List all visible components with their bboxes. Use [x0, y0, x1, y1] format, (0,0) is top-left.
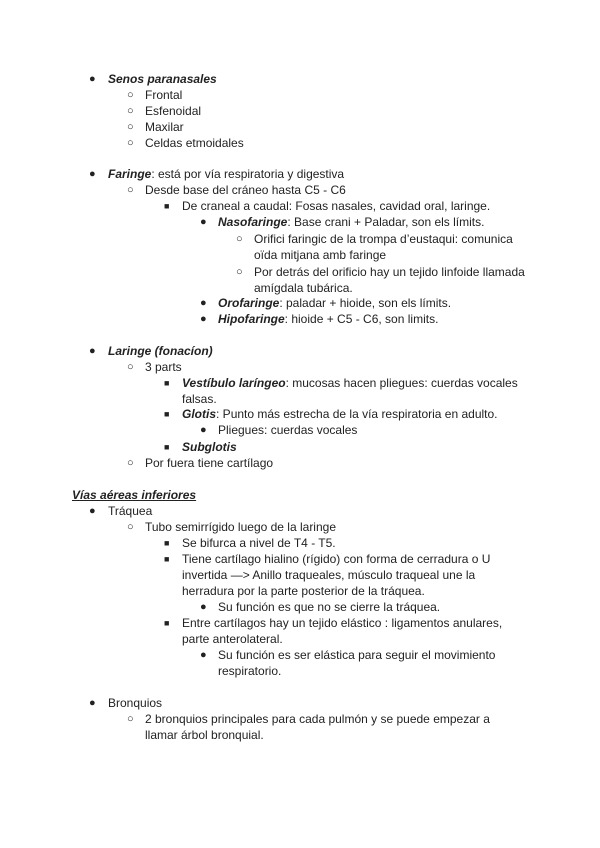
list-item: De craneal a caudal: Fosas nasales, cavidad oral, laringe.	[182, 199, 491, 213]
bullet-disc: ●	[200, 649, 207, 661]
bullet-circle: ○	[127, 137, 134, 149]
bullet-disc: ●	[89, 505, 96, 517]
list-item: Entre cartílagos hay un tejido elástico : ligamentos anulares,	[182, 616, 503, 630]
bullet-square: ■	[164, 442, 170, 452]
vestibulo-desc: : mucosas hacen pliegues: cuerdas vocales	[285, 376, 518, 390]
list-item: Esfenoidal	[145, 104, 202, 118]
bullet-circle: ○	[127, 89, 134, 101]
bullet-square: ■	[164, 538, 170, 548]
bullet-circle: ○	[127, 361, 134, 373]
nasofaringe-line	[218, 214, 484, 230]
bullet-square: ■	[164, 409, 170, 419]
bronquios-title: Bronquios	[108, 696, 163, 710]
list-item-cont: parte anterolateral.	[182, 632, 283, 646]
glotis-line	[182, 406, 498, 422]
laringe-title: Laringe (fonacíon)	[108, 344, 213, 358]
bullet-circle: ○	[127, 105, 134, 117]
list-item-cont: llamar árbol bronquial.	[145, 728, 264, 742]
list-item: 3 parts	[145, 360, 182, 374]
senos-title: Senos paranasales	[108, 72, 217, 86]
list-item: 2 bronquios principales para cada pulmón y se puede empezar a	[145, 712, 490, 726]
glotis-desc: : Punto más estrecha de la vía respiratoria en adulto.	[216, 407, 498, 421]
nasofaringe-desc: : Base crani + Paladar, son els límits.	[287, 215, 485, 229]
bullet-disc: ●	[89, 345, 96, 357]
bullet-circle: ○	[127, 184, 134, 196]
bullet-disc: ●	[89, 73, 96, 85]
faringe-title: Faringe	[108, 167, 152, 181]
bullet-square: ■	[164, 378, 170, 388]
list-item: Celdas etmoidales	[145, 136, 244, 150]
list-item: Se bifurca a nivel de T4 - T5.	[182, 536, 336, 550]
bullet-square: ■	[164, 618, 170, 628]
bullet-circle: ○	[127, 457, 134, 469]
bullet-disc: ●	[200, 601, 207, 613]
bullet-disc: ●	[200, 297, 207, 309]
list-item-cont: respiratorio.	[218, 664, 282, 678]
vestibulo-line	[182, 375, 518, 391]
bullet-square: ■	[164, 201, 170, 211]
list-item: Su función es que no se cierre la tráquea.	[218, 600, 441, 614]
list-item-cont: oïda mitjana amb faringe	[254, 248, 387, 262]
list-item: Su función es ser elástica para seguir el movimiento	[218, 648, 496, 662]
section-heading: Vías aéreas inferiores	[72, 488, 197, 502]
subglotis-title: Subglotis	[182, 440, 237, 454]
faringe-desc: : está por vía respiratoria y digestiva	[151, 167, 345, 181]
list-item: Orifici faringic de la trompa d’eustaqui: comunica	[254, 232, 513, 246]
bullet-circle: ○	[127, 713, 134, 725]
vestibulo-title: Vestíbulo laríngeo	[182, 376, 286, 390]
list-item: Tiene cartílago hialino (rígido) con forma de cerradura o U	[182, 552, 491, 566]
list-item-cont: invertida —> Anillo traqueales, músculo traqueal une la	[182, 568, 476, 582]
nasofaringe-title: Nasofaringe	[218, 215, 288, 229]
faringe-line	[108, 166, 344, 182]
glotis-title: Glotis	[182, 407, 217, 421]
list-item: Desde base del cráneo hasta C5 - C6	[145, 183, 346, 197]
bullet-disc: ●	[200, 424, 207, 436]
bullet-circle: ○	[127, 521, 134, 533]
orofaringe-desc: : paladar + hioide, son els límits.	[279, 296, 452, 310]
bullet-circle: ○	[127, 121, 134, 133]
bullet-square: ■	[164, 554, 170, 564]
list-item: Por fuera tiene cartílago	[145, 456, 274, 470]
hipofaringe-title: Hipofaringe	[218, 312, 285, 326]
hipofaringe-desc: : hioide + C5 - C6, son limits.	[284, 312, 439, 326]
bullet-disc: ●	[200, 313, 207, 325]
list-item-cont: herradura por la parte posterior de la tráquea.	[182, 584, 425, 598]
list-item-cont: falsas.	[182, 392, 217, 406]
bullet-circle: ○	[236, 233, 243, 245]
bullet-disc: ●	[200, 216, 207, 228]
list-item: Maxilar	[145, 120, 184, 134]
list-item: Pliegues: cuerdas vocales	[218, 423, 358, 437]
orofaringe-title: Orofaringe	[218, 296, 280, 310]
list-item-cont: amígdala tubárica.	[254, 281, 353, 295]
bullet-disc: ●	[89, 168, 96, 180]
hipofaringe-line	[218, 311, 438, 327]
bullet-circle: ○	[236, 266, 243, 278]
orofaringe-line	[218, 295, 451, 311]
list-item: Frontal	[145, 88, 183, 102]
bullet-disc: ●	[89, 697, 96, 709]
list-item: Tubo semirrígido luego de la laringe	[145, 520, 336, 534]
list-item: Por detrás del orificio hay un tejido linfoide llamada	[254, 265, 525, 279]
traquea-title: Tráquea	[108, 504, 153, 518]
